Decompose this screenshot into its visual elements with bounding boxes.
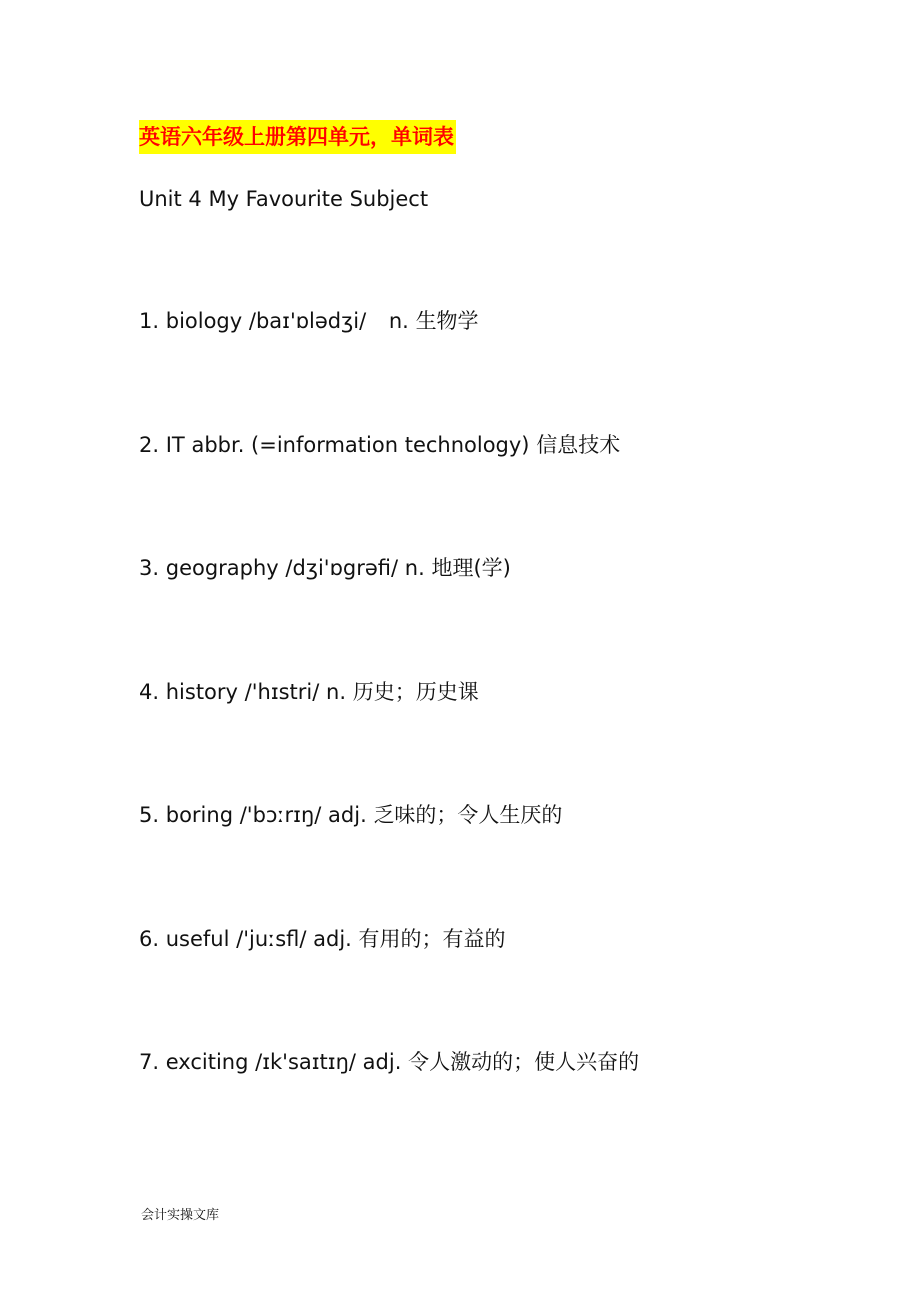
- vocab-entry: [139, 924, 639, 1048]
- entry-word: IT: [165, 432, 185, 457]
- entry-meaning: 地理(学): [431, 556, 511, 580]
- vocab-entry: [139, 306, 639, 430]
- entry-number: 3.: [139, 556, 160, 580]
- entry-word: biology: [165, 309, 243, 333]
- entry-pos: n.: [326, 679, 347, 704]
- entry-meaning: 有用的；有益的: [358, 926, 506, 951]
- vocab-entry: [139, 677, 639, 801]
- entry-word: boring: [165, 803, 234, 827]
- vocab-entry: [139, 800, 639, 924]
- entry-word: exciting: [165, 1050, 249, 1074]
- heading-container: [139, 120, 456, 154]
- entry-number: 5.: [139, 803, 160, 827]
- entry-phonetic: /'bɔːrɪŋ/: [239, 803, 322, 827]
- entry-pos: adj.: [328, 803, 367, 827]
- entry-phonetic: /dʒi'ɒgrəfi/: [285, 556, 399, 580]
- entry-number: 2.: [139, 432, 160, 457]
- entry-pos: abbr. (=information technology): [191, 432, 530, 457]
- entry-number: 6.: [139, 926, 160, 951]
- entry-word: history: [165, 679, 238, 704]
- entry-phonetic: /'juːsfl/: [236, 926, 307, 951]
- entry-phonetic: /ɪk'saɪtɪŋ/: [255, 1050, 356, 1074]
- entry-pos: adj.: [362, 1050, 402, 1074]
- unit-subtitle: Unit 4 My Favourite Subject: [139, 187, 429, 211]
- entry-word: geography: [165, 556, 279, 580]
- entry-meaning: 生物学: [415, 309, 479, 333]
- vocab-entry: [139, 553, 639, 677]
- entry-word: useful: [165, 926, 230, 951]
- entry-meaning: 乏味的；令人生厌的: [373, 803, 563, 827]
- entry-phonetic: /'hɪstri/: [244, 679, 320, 704]
- page-title: 英语六年级上册第四单元，单词表: [139, 120, 456, 154]
- entry-number: 4.: [139, 679, 160, 704]
- vocab-entry: [139, 1047, 639, 1171]
- entry-pos: n.: [404, 556, 425, 580]
- entry-meaning: 历史；历史课: [352, 679, 479, 704]
- entry-pos: adj.: [313, 926, 352, 951]
- entry-number: 1.: [139, 309, 160, 333]
- entry-pos: n.: [388, 309, 409, 333]
- vocabulary-list: [139, 306, 639, 1171]
- footer-text: 会计实操文库: [141, 1208, 220, 1223]
- entry-meaning: 信息技术: [536, 432, 621, 457]
- entry-meaning: 令人激动的；使人兴奋的: [408, 1050, 640, 1074]
- entry-number: 7.: [139, 1050, 160, 1074]
- vocab-entry: [139, 430, 639, 554]
- entry-phonetic: /baɪ'ɒlədʒi/: [248, 309, 367, 333]
